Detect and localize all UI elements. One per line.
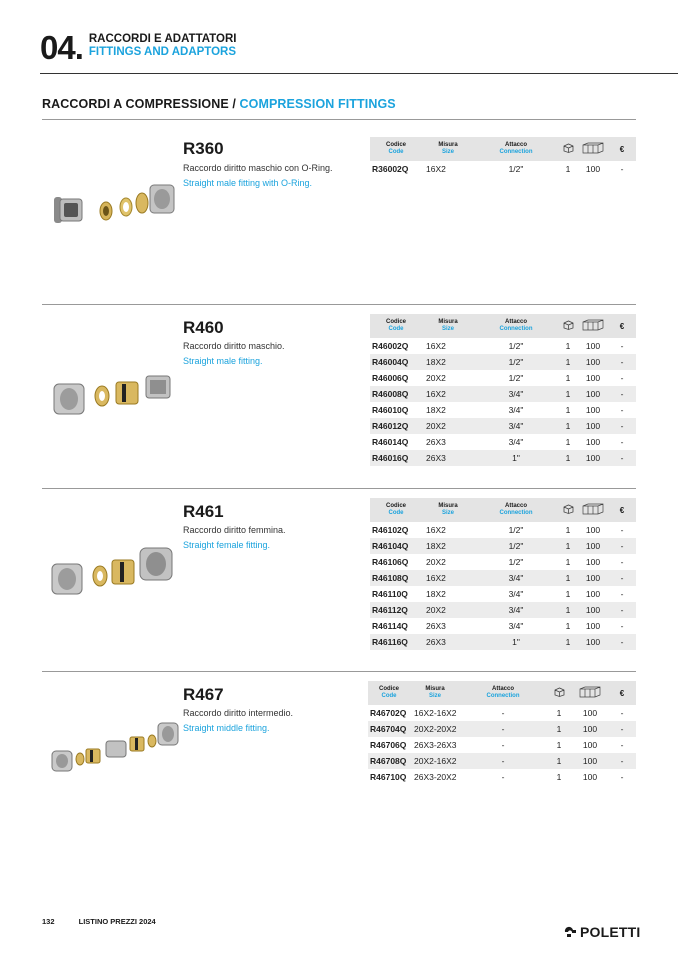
- row-size: 20X2-16X2: [410, 753, 460, 769]
- row-pack-multi: 100: [585, 164, 601, 174]
- row-connection: 3/4": [508, 405, 524, 415]
- row-code: R46008Q: [370, 386, 422, 402]
- row-pack-multi: 100: [585, 557, 601, 567]
- row-pack-single: 1: [558, 602, 578, 618]
- row-pack-multi: 100: [578, 634, 608, 650]
- size-header: Misura: [438, 503, 458, 509]
- row-price: -: [608, 386, 636, 402]
- row-price: -: [620, 740, 624, 750]
- product-code: R360: [183, 139, 224, 158]
- connection-header: Attacco: [504, 503, 527, 509]
- code-header-en: Code: [388, 326, 404, 332]
- row-code: R46706Q: [370, 740, 407, 750]
- table-header-row: [368, 681, 636, 705]
- table-row: [368, 721, 636, 737]
- row-pack-single: 1: [565, 341, 571, 351]
- product-description-en: Straight male fitting with O-Ring.: [183, 178, 313, 188]
- price-header: €: [608, 137, 636, 161]
- row-connection: 3/4": [508, 589, 524, 599]
- brand-name: POLETTI: [580, 924, 641, 940]
- row-connection: -: [501, 772, 505, 782]
- product-divider: [42, 304, 636, 305]
- row-price: -: [608, 418, 636, 434]
- row-size: 26X3-20X2: [414, 772, 457, 782]
- row-pack-single: 1: [556, 740, 562, 750]
- row-pack-multi: 100: [578, 450, 608, 466]
- row-price: -: [608, 570, 636, 586]
- chapter-title-it: RACCORDI E ADATTATORI: [88, 33, 237, 45]
- row-pack-single: 1: [565, 525, 571, 535]
- row-pack-multi: 100: [578, 386, 608, 402]
- product-table: [370, 314, 636, 466]
- section-title-en: COMPRESSION FITTINGS: [239, 97, 396, 111]
- table-header-row: [370, 137, 636, 161]
- chapter-number: 04.: [40, 29, 83, 66]
- row-size: 20X2: [426, 557, 446, 567]
- row-pack-single: 1: [558, 450, 578, 466]
- product-code: R461: [183, 502, 224, 521]
- row-size: 18X2: [422, 538, 474, 554]
- table-row: [370, 586, 636, 602]
- row-pack-multi: 100: [585, 589, 601, 599]
- single-pack-icon: [546, 681, 572, 705]
- multi-pack-icon: [572, 681, 608, 705]
- footer: [42, 917, 178, 926]
- row-size: 26X3: [422, 450, 474, 466]
- row-price: -: [608, 721, 636, 737]
- table-row: [368, 705, 636, 721]
- code-header: Codice: [385, 319, 406, 325]
- row-code: R46102Q: [372, 525, 409, 535]
- product-description-it: Raccordo diritto femmina.: [183, 525, 286, 535]
- row-pack-multi: 100: [585, 373, 601, 383]
- row-code: R36002Q: [372, 164, 409, 174]
- code-header: Codice: [378, 686, 399, 692]
- row-price: -: [620, 373, 624, 383]
- table-row: [368, 737, 636, 753]
- product-description-it: Raccordo diritto maschio.: [183, 341, 285, 351]
- row-pack-single: 1: [558, 570, 578, 586]
- row-pack-single: 1: [565, 373, 571, 383]
- row-pack-multi: 100: [578, 418, 608, 434]
- row-pack-multi: 100: [585, 525, 601, 535]
- table-row: [370, 522, 636, 538]
- connection-header: Attacco: [504, 319, 527, 325]
- row-pack-single: 1: [558, 354, 578, 370]
- size-header-en: Size: [441, 510, 454, 516]
- row-price: -: [620, 437, 624, 447]
- table-row: [370, 338, 636, 354]
- row-connection: 1/2": [508, 373, 524, 383]
- product-description-en: Straight middle fitting.: [183, 723, 270, 733]
- product-table: [370, 137, 636, 177]
- row-price: -: [620, 164, 624, 174]
- row-connection: 1/2": [508, 557, 524, 567]
- row-size: 20X2-20X2: [410, 721, 460, 737]
- product-code: R460: [183, 318, 224, 337]
- row-size: 26X3: [426, 621, 446, 631]
- row-size: 20X2: [422, 602, 474, 618]
- row-pack-multi: 100: [578, 354, 608, 370]
- table-row: [370, 161, 636, 177]
- row-connection: 3/4": [474, 386, 558, 402]
- row-code: R46116Q: [370, 634, 422, 650]
- table-row: [370, 450, 636, 466]
- chapter-title-en: FITTINGS AND ADAPTORS: [88, 46, 237, 58]
- row-code: R46016Q: [370, 450, 422, 466]
- row-size: 16X2: [426, 164, 446, 174]
- row-price: -: [608, 450, 636, 466]
- row-code: R46108Q: [370, 570, 422, 586]
- brand-logo: [563, 924, 641, 940]
- row-pack-multi: 100: [578, 570, 608, 586]
- row-code: R46112Q: [370, 602, 422, 618]
- row-pack-single: 1: [565, 164, 571, 174]
- row-size: 20X2: [426, 373, 446, 383]
- product-block-r360: [42, 119, 636, 304]
- row-code: R46702Q: [370, 708, 407, 718]
- product-code: R467: [183, 685, 224, 704]
- row-size: 16X2: [422, 570, 474, 586]
- row-pack-single: 1: [565, 621, 571, 631]
- table-row: [370, 618, 636, 634]
- product-table: [370, 498, 636, 650]
- row-connection: 3/4": [508, 437, 524, 447]
- row-price: -: [608, 602, 636, 618]
- fitting-illustration: [50, 177, 180, 233]
- row-size: 26X3: [426, 437, 446, 447]
- row-pack-single: 1: [558, 538, 578, 554]
- row-price: -: [620, 341, 624, 351]
- row-code: R46014Q: [372, 437, 409, 447]
- product-block-r461: [42, 488, 636, 671]
- chapter-titles: [89, 33, 237, 59]
- row-price: -: [620, 557, 624, 567]
- price-list-label: LISTINO PREZZI 2024: [78, 917, 156, 926]
- row-connection: 1/2": [508, 164, 524, 174]
- table-row: [370, 434, 636, 450]
- table-row: [368, 769, 636, 785]
- section-title: [42, 97, 396, 111]
- table-body: [370, 522, 636, 650]
- connection-header: Attacco: [491, 686, 514, 692]
- table-row: [370, 386, 636, 402]
- connection-header-en: Connection: [499, 326, 533, 332]
- product-divider: [42, 119, 636, 120]
- row-pack-multi: 100: [582, 772, 598, 782]
- row-size: 16X2-16X2: [414, 708, 457, 718]
- table-body: [370, 338, 636, 466]
- multi-pack-icon: [578, 498, 608, 522]
- table-header-row: [370, 314, 636, 338]
- table-row: [370, 538, 636, 554]
- row-size: 20X2: [422, 418, 474, 434]
- row-connection: 1/2": [474, 354, 558, 370]
- row-pack-single: 1: [556, 772, 562, 782]
- row-price: -: [608, 538, 636, 554]
- row-size: 18X2: [426, 589, 446, 599]
- multi-pack-icon: [578, 314, 608, 338]
- row-code: R46006Q: [372, 373, 409, 383]
- row-connection: 3/4": [508, 621, 524, 631]
- row-price: -: [620, 525, 624, 535]
- product-divider: [42, 488, 636, 489]
- row-price: -: [620, 708, 624, 718]
- row-connection: 3/4": [474, 570, 558, 586]
- row-pack-single: 1: [565, 557, 571, 567]
- code-header-en: Code: [381, 693, 397, 699]
- row-pack-multi: 100: [572, 753, 608, 769]
- row-size: 26X3-26X3: [414, 740, 457, 750]
- row-connection: -: [460, 753, 546, 769]
- table-header-row: [370, 498, 636, 522]
- table-row: [370, 370, 636, 386]
- row-pack-multi: 100: [585, 405, 601, 415]
- row-size: 26X3: [422, 634, 474, 650]
- price-header: €: [608, 314, 636, 338]
- connection-header-en: Connection: [499, 510, 533, 516]
- row-pack-single: 1: [546, 721, 572, 737]
- row-connection: 1": [474, 634, 558, 650]
- single-pack-icon: [558, 314, 578, 338]
- fitting-illustration: [50, 717, 180, 777]
- price-header: €: [608, 498, 636, 522]
- row-code: R46104Q: [370, 538, 422, 554]
- connection-header: Attacco: [504, 142, 527, 148]
- row-connection: 1/2": [508, 341, 524, 351]
- row-price: -: [608, 354, 636, 370]
- row-pack-single: 1: [558, 418, 578, 434]
- row-pack-multi: 100: [572, 721, 608, 737]
- product-table: [368, 681, 636, 785]
- table-body: [368, 705, 636, 785]
- price-header: €: [608, 681, 636, 705]
- size-header: Misura: [425, 686, 445, 692]
- row-pack-multi: 100: [582, 740, 598, 750]
- row-code: R46002Q: [372, 341, 409, 351]
- row-size: 18X2: [426, 405, 446, 415]
- row-connection: 3/4": [474, 418, 558, 434]
- row-pack-single: 1: [565, 589, 571, 599]
- row-size: 16X2: [426, 525, 446, 535]
- row-code: R46110Q: [372, 589, 408, 599]
- row-price: -: [620, 405, 624, 415]
- table-row: [370, 402, 636, 418]
- product-block-r460: [42, 304, 636, 488]
- size-header-en: Size: [441, 149, 454, 155]
- table-row: [368, 753, 636, 769]
- size-header-en: Size: [441, 326, 454, 332]
- row-code: R46114Q: [372, 621, 408, 631]
- fitting-illustration: [50, 544, 180, 600]
- code-header-en: Code: [388, 149, 404, 155]
- row-price: -: [620, 621, 624, 631]
- row-pack-multi: 100: [585, 621, 601, 631]
- product-divider: [42, 671, 636, 672]
- row-size: 16X2: [422, 386, 474, 402]
- row-pack-multi: 100: [585, 341, 601, 351]
- row-pack-single: 1: [546, 753, 572, 769]
- row-pack-single: 1: [565, 405, 571, 415]
- row-connection: 1/2": [508, 525, 524, 535]
- row-connection: 1": [474, 450, 558, 466]
- row-code: R46012Q: [370, 418, 422, 434]
- single-pack-icon: [558, 498, 578, 522]
- row-connection: -: [501, 708, 505, 718]
- row-code: R46010Q: [372, 405, 409, 415]
- row-pack-multi: 100: [582, 708, 598, 718]
- product-description-en: Straight male fitting.: [183, 356, 263, 366]
- row-pack-multi: 100: [585, 437, 601, 447]
- row-price: -: [620, 772, 624, 782]
- table-row: [370, 570, 636, 586]
- table-row: [370, 554, 636, 570]
- row-connection: 1/2": [474, 538, 558, 554]
- row-price: -: [608, 634, 636, 650]
- connection-header-en: Connection: [486, 693, 520, 699]
- size-header: Misura: [438, 319, 458, 325]
- single-pack-icon: [558, 137, 578, 161]
- row-pack-multi: 100: [578, 602, 608, 618]
- section-title-it: RACCORDI A COMPRESSIONE /: [42, 97, 236, 111]
- row-connection: -: [501, 740, 505, 750]
- row-price: -: [608, 753, 636, 769]
- row-pack-single: 1: [556, 708, 562, 718]
- header-divider: [40, 73, 678, 74]
- size-header-en: Size: [428, 693, 441, 699]
- connection-header-en: Connection: [499, 149, 533, 155]
- row-connection: 3/4": [474, 602, 558, 618]
- row-code: R46708Q: [368, 753, 410, 769]
- logo-mark-icon: [563, 926, 577, 938]
- fitting-illustration: [50, 366, 180, 422]
- code-header: Codice: [385, 142, 406, 148]
- table-row: [370, 602, 636, 618]
- row-code: R46704Q: [368, 721, 410, 737]
- table-row: [370, 354, 636, 370]
- row-code: R46106Q: [372, 557, 409, 567]
- size-header: Misura: [438, 142, 458, 148]
- row-size: 18X2: [422, 354, 474, 370]
- row-code: R46710Q: [370, 772, 407, 782]
- row-pack-single: 1: [558, 386, 578, 402]
- multi-pack-icon: [578, 137, 608, 161]
- row-pack-single: 1: [565, 437, 571, 447]
- page-number: 132: [42, 917, 55, 926]
- product-description-en: Straight female fitting.: [183, 540, 271, 550]
- table-row: [370, 418, 636, 434]
- row-price: -: [620, 589, 624, 599]
- product-description-it: Raccordo diritto maschio con O-Ring.: [183, 163, 333, 173]
- code-header: Codice: [385, 503, 406, 509]
- row-connection: -: [460, 721, 546, 737]
- row-pack-multi: 100: [578, 538, 608, 554]
- row-size: 16X2: [426, 341, 446, 351]
- product-description-it: Raccordo diritto intermedio.: [183, 708, 294, 718]
- chapter-header: [40, 30, 236, 64]
- row-pack-single: 1: [558, 634, 578, 650]
- code-header-en: Code: [388, 510, 404, 516]
- row-code: R46004Q: [370, 354, 422, 370]
- product-block-r467: [42, 671, 636, 811]
- table-row: [370, 634, 636, 650]
